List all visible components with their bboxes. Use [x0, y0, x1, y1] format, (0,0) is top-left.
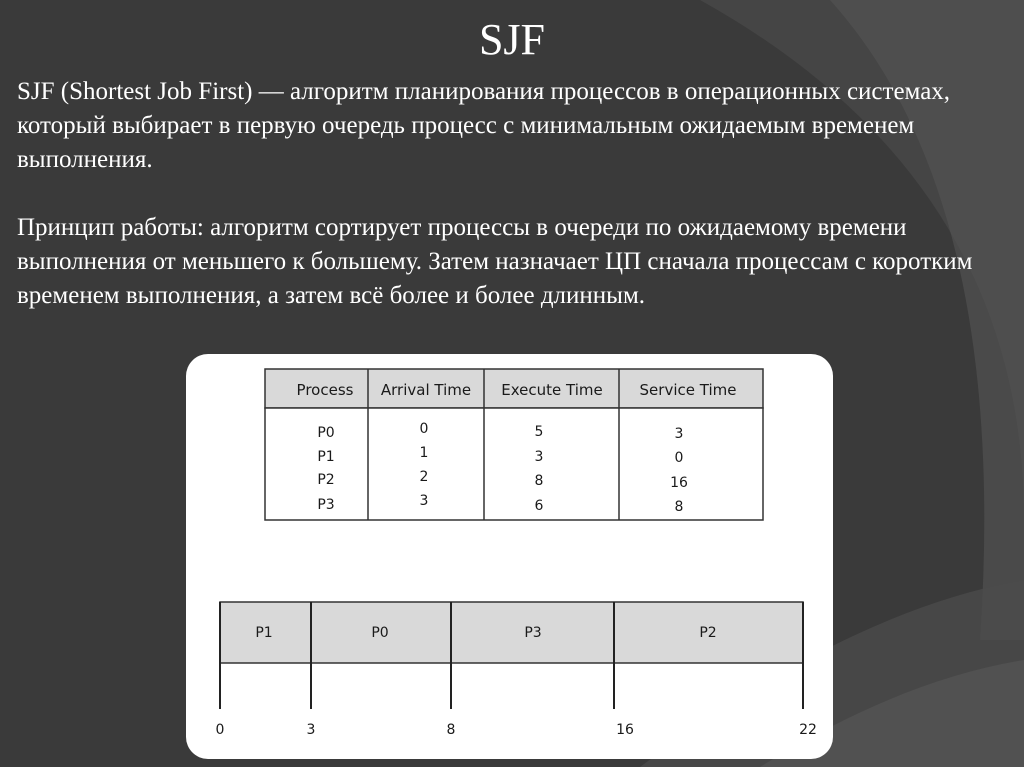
gantt-segment-label: P0	[371, 625, 389, 641]
table-cell: 3	[534, 449, 544, 465]
table-cell: 1	[419, 445, 429, 461]
table-cell: 3	[674, 426, 684, 442]
gantt-tick-label: 22	[799, 722, 817, 738]
gantt-tick-label: 16	[616, 722, 634, 738]
table-header-arrival: Arrival Time	[380, 381, 472, 399]
sjf-example-figure	[186, 354, 833, 759]
table-cell: 3	[419, 493, 429, 509]
description-paragraph: SJF (Shortest Job First) — алгоритм планирования процессов в операционных системах, который выбирает в первую очередь процесс с минимальным ожидаемым временем выполнения.	[17, 78, 951, 173]
table-cell: 0	[419, 421, 429, 437]
table-cell: 8	[534, 473, 544, 489]
gantt-tick-label: 0	[215, 722, 225, 738]
table-cell: 16	[670, 475, 688, 491]
gantt-segment-label: P1	[255, 625, 273, 641]
gantt-tick-label: 3	[306, 722, 316, 738]
sjf-figure-svg	[186, 354, 833, 759]
table-body-bg	[265, 408, 763, 520]
table-cell: 5	[534, 424, 544, 440]
table-header-execute: Execute Time	[501, 381, 603, 399]
table-cell: 8	[674, 499, 684, 515]
table-cell: 2	[419, 469, 429, 485]
gantt-segment-label: P2	[699, 625, 717, 641]
table-header-service: Service Time	[639, 381, 737, 399]
principle-paragraph: Принцип работы: алгоритм сортирует процессы в очереди по ожидаемому времени выполнения от меньшего к большему. Затем назначает ЦП сначала процессам с коротким временем выполнения, а затем всё более и более длинным.	[17, 214, 973, 309]
table-cell: P3	[317, 497, 335, 513]
table-cell: 0	[674, 450, 684, 466]
table-header-process: Process	[296, 381, 354, 399]
slide-title: SJF	[478, 15, 546, 64]
gantt-tick-label: 8	[446, 722, 456, 738]
gantt-segment-label: P3	[524, 625, 542, 641]
table-cell: 6	[534, 498, 544, 514]
table-cell: P1	[317, 449, 335, 465]
table-cell: P2	[317, 472, 335, 488]
table-cell: P0	[317, 425, 335, 441]
